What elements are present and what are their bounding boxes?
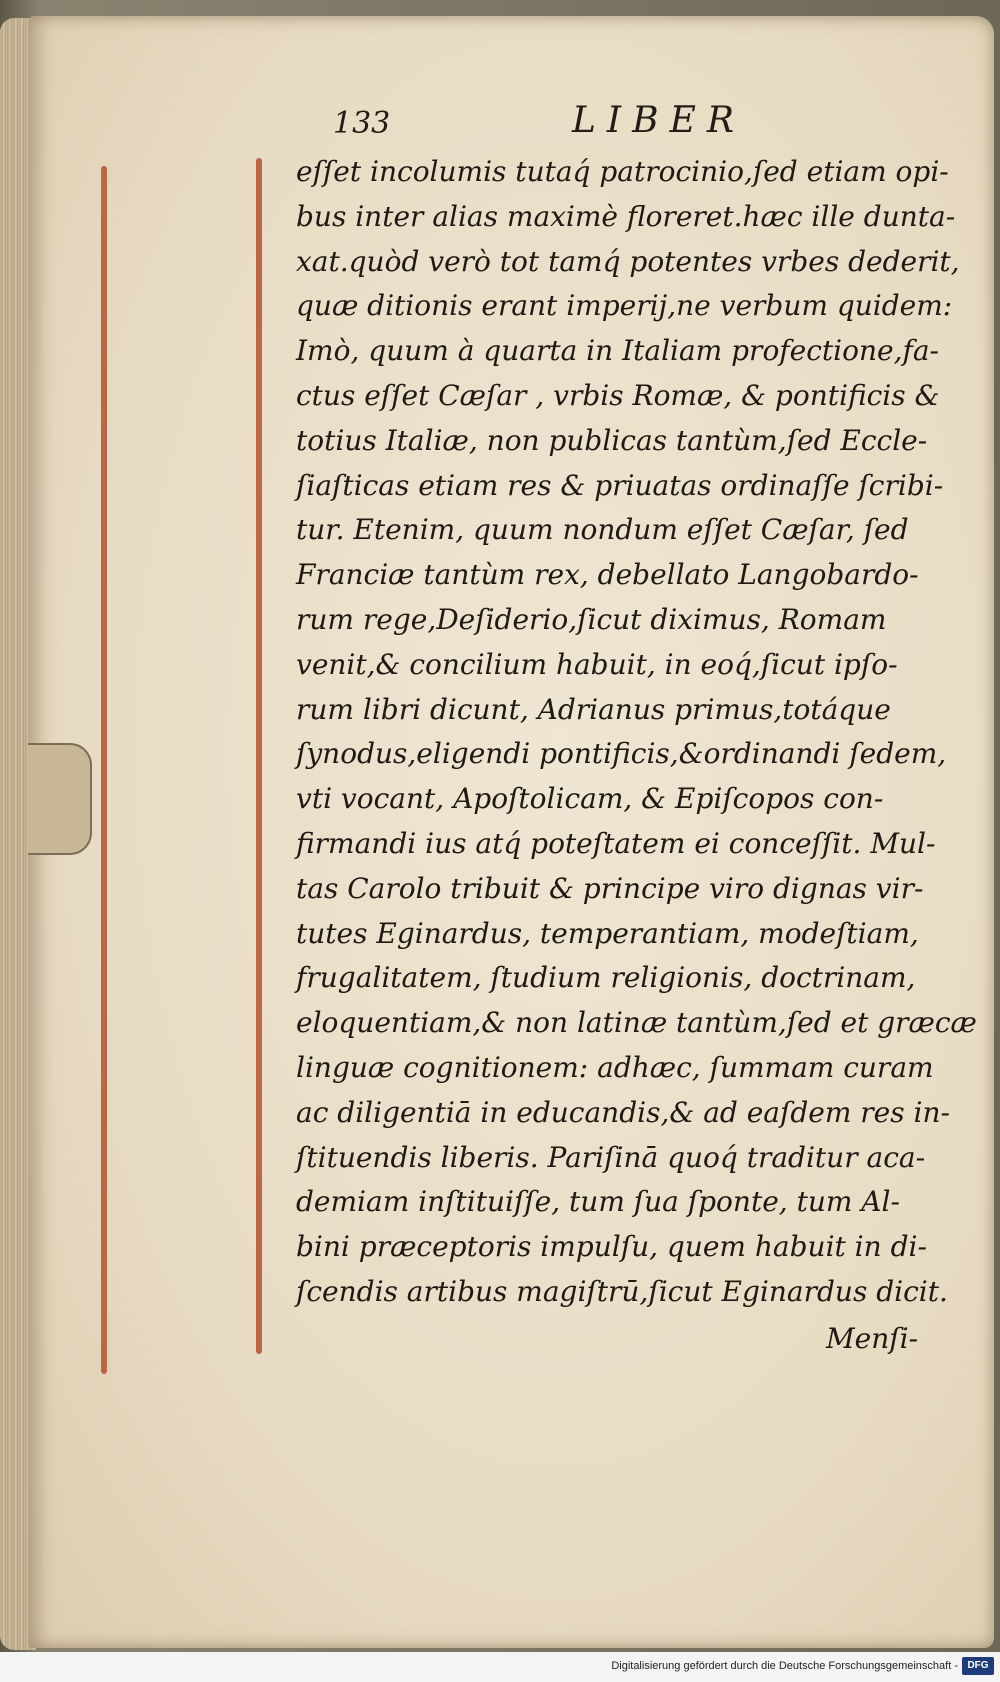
text-line: frugalitatem, ſtudium religionis, doctrinam, [296, 961, 916, 995]
margin-rule-inner [256, 158, 262, 1354]
text-line: linguæ cognitionem: adhæc, ſummam curam [296, 1050, 934, 1084]
page-header [0, 100, 1000, 150]
text-line: tutes Eginardus, temperantiam, modeſtiam, [296, 916, 919, 950]
funding-credit: Digitalisierung gefördert durch die Deutsche Forschungsgemeinschaft - [611, 1660, 958, 1672]
text-line: totius Italiæ, non publicas tantùm,ſed Eccle- [296, 423, 928, 457]
dfg-logo-icon: DFG [962, 1657, 994, 1675]
text-line: bini præceptoris impulſu, quem habuit in di- [296, 1230, 927, 1264]
text-line: xat.quòd verò tot tamq́ potentes vrbes dederit, [296, 244, 960, 278]
text-line: vti vocant, Apoſtolicam, & Epiſcopos con- [296, 782, 884, 816]
folio-number: 133 [333, 106, 391, 141]
text-line: ſiaſticas etiam res & priuatas ordinaſſe ſcribi- [296, 468, 944, 502]
text-line: tur. Etenim, quum nondum eſſet Cæſar, ſed [296, 513, 909, 547]
text-line: ſtituendis liberis. Pariſinā quoq́ traditur aca- [296, 1140, 926, 1174]
text-line: eloquentiam,& non latinæ tantùm,ſed et græcæ [296, 1006, 977, 1040]
text-line: Franciæ tantùm rex, debellato Langobardo- [296, 558, 919, 592]
text-line: rum libri dicunt, Adrianus primus,totáque [296, 692, 891, 726]
running-title: LIBER [572, 100, 745, 141]
text-line: rum rege,Deſiderio,ſicut diximus, Romam [296, 602, 887, 636]
text-line: firmandi ius atq́ poteſtatem ei conceſſit. Mul- [296, 826, 936, 860]
text-line: ctus eſſet Cæſar , vrbis Romæ, & pontificis & [296, 378, 940, 412]
page-tab-marker [28, 743, 92, 855]
text-line: ſynodus,eligendi pontificis,&ordinandi ſedem, [296, 737, 947, 771]
text-line: bus inter alias maximè floreret.hæc ille dunta- [296, 199, 956, 233]
text-line: demiam inſtituiſſe, tum ſua ſponte, tum Al- [296, 1185, 900, 1219]
text-line: quæ ditionis erant imperij,ne verbum quidem: [296, 289, 953, 323]
catchword: Menſi- [826, 1322, 919, 1355]
text-line: tas Carolo tribuit & principe viro dignas vir- [296, 871, 924, 905]
text-line: eſſet incolumis tutaq́ patrocinio,ſed etiam opi- [296, 155, 949, 188]
margin-rule-outer [101, 166, 107, 1374]
text-line: venit,& concilium habuit, in eoq́,ſicut ipſo- [296, 647, 898, 681]
digitization-footer [0, 1652, 1000, 1682]
body-text [296, 150, 977, 1315]
text-line: ſcendis artibus magiſtrū,ſicut Eginardus dicit. [296, 1274, 948, 1308]
text-line: ac diligentiā in educandis,& ad eaſdem res in- [296, 1095, 950, 1129]
text-line: Imò, quum à quarta in Italiam profectione,fa- [296, 334, 940, 368]
